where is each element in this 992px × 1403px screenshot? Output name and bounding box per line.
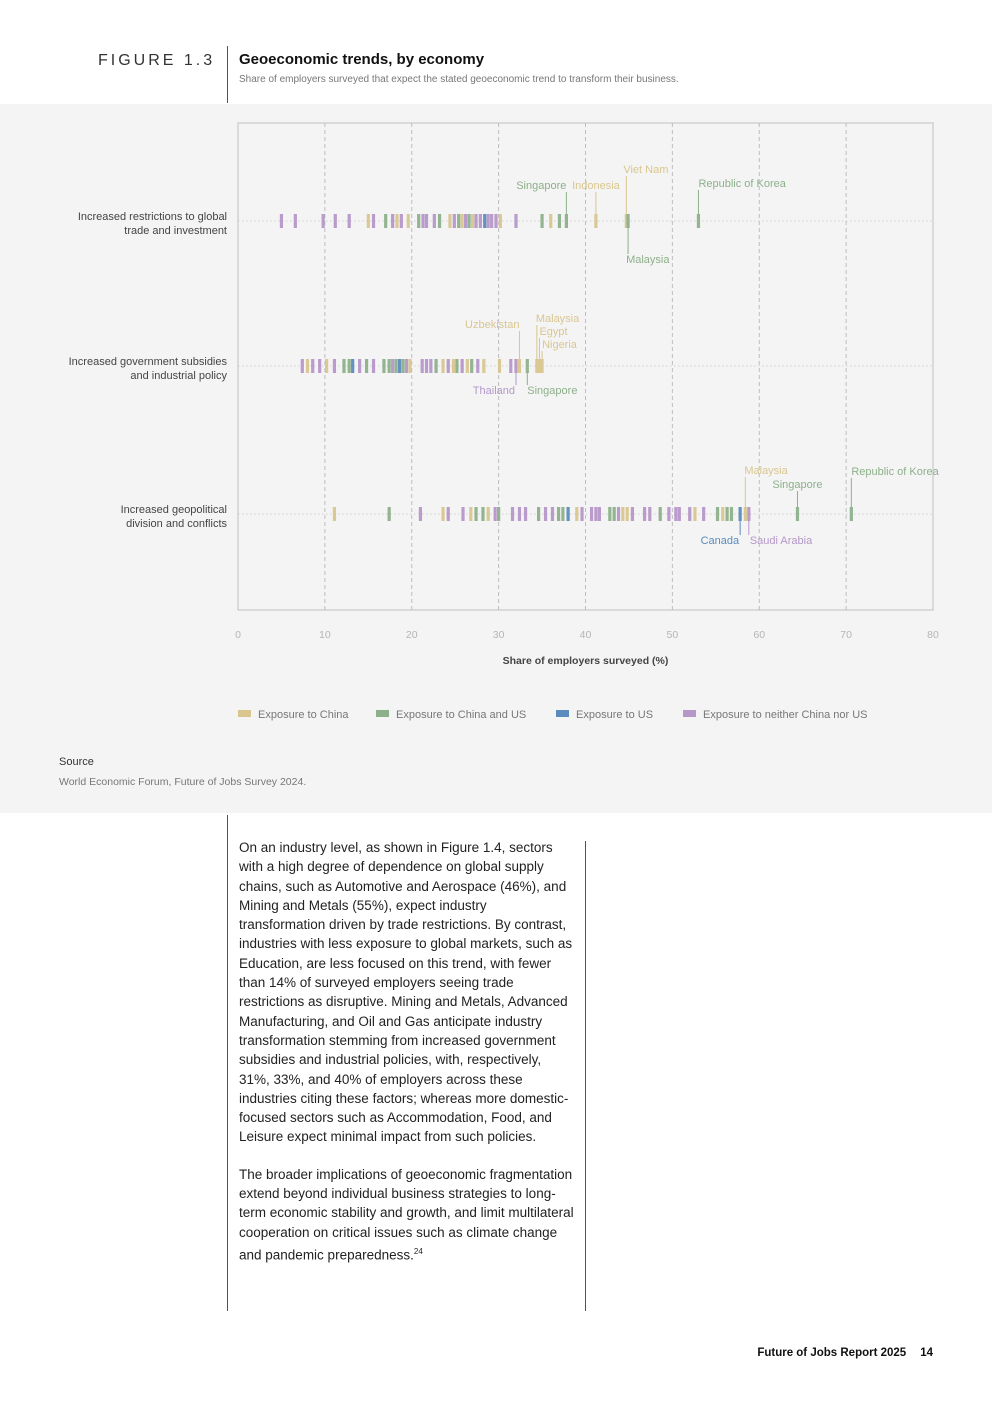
data-point xyxy=(457,214,460,228)
data-point xyxy=(494,507,497,521)
data-point xyxy=(558,214,561,228)
data-point xyxy=(490,214,493,228)
data-point xyxy=(419,507,422,521)
data-point xyxy=(674,507,677,521)
data-point xyxy=(747,507,750,521)
annotation-label: Malaysia xyxy=(535,313,580,325)
data-point xyxy=(479,214,482,228)
data-point xyxy=(388,359,391,373)
data-point xyxy=(540,214,543,228)
data-point xyxy=(474,214,477,228)
data-point xyxy=(391,359,394,373)
data-point xyxy=(395,214,398,228)
data-point xyxy=(551,507,554,521)
data-point xyxy=(448,214,451,228)
row-label: Increased government subsidies xyxy=(68,356,227,368)
data-point xyxy=(567,507,570,521)
data-point xyxy=(659,507,662,521)
data-point xyxy=(318,359,321,373)
data-point xyxy=(464,214,467,228)
annotation-label: Republic of Korea xyxy=(851,466,939,478)
data-point xyxy=(702,507,705,521)
data-point xyxy=(524,507,527,521)
data-point xyxy=(557,507,560,521)
legend-label: Exposure to China and US xyxy=(396,709,527,721)
annotation-label: Canada xyxy=(700,535,740,547)
x-tick-label: 0 xyxy=(235,629,241,641)
data-point xyxy=(643,507,646,521)
column-rule-right xyxy=(585,841,586,1311)
source-text: World Economic Forum, Future of Jobs Survey 2024. xyxy=(59,776,307,788)
data-point xyxy=(598,507,601,521)
data-point xyxy=(626,507,629,521)
data-point xyxy=(348,214,351,228)
data-point xyxy=(398,359,401,373)
row-label: Increased geopolitical xyxy=(120,504,227,516)
annotation-label: Republic of Korea xyxy=(698,178,786,190)
data-point xyxy=(678,507,681,521)
data-point xyxy=(461,507,464,521)
data-point xyxy=(549,214,552,228)
data-point xyxy=(466,359,469,373)
data-point xyxy=(730,507,733,521)
data-point xyxy=(391,214,394,228)
data-point xyxy=(405,359,408,373)
data-point xyxy=(280,214,283,228)
data-point xyxy=(471,214,474,228)
data-point xyxy=(365,359,368,373)
data-point xyxy=(407,214,410,228)
data-point xyxy=(467,214,470,228)
row-label: trade and investment xyxy=(124,225,227,237)
data-point xyxy=(721,507,724,521)
data-point xyxy=(487,214,490,228)
data-point xyxy=(425,214,428,228)
data-point xyxy=(401,359,404,373)
data-point xyxy=(301,359,304,373)
figure-title: Geoeconomic trends, by economy xyxy=(239,51,485,68)
annotation-label: Viet Nam xyxy=(623,164,669,176)
data-point xyxy=(455,359,458,373)
annotation-label: Singapore xyxy=(772,479,823,491)
data-point xyxy=(334,214,337,228)
data-point xyxy=(447,359,450,373)
data-point xyxy=(452,359,455,373)
legend-label: Exposure to neither China nor US xyxy=(703,709,868,721)
body-paragraph-2 xyxy=(239,1165,574,1265)
data-point xyxy=(667,507,670,521)
legend-swatch xyxy=(556,710,569,717)
data-point xyxy=(726,507,729,521)
data-point xyxy=(461,359,464,373)
data-point xyxy=(372,359,375,373)
annotation-label: Nigeria xyxy=(542,339,577,351)
data-point xyxy=(425,359,428,373)
data-point xyxy=(608,507,611,521)
data-point xyxy=(565,214,568,228)
data-point xyxy=(384,214,387,228)
data-point xyxy=(594,214,597,228)
data-point xyxy=(514,359,517,373)
annotation-label: Malaysia xyxy=(626,254,670,266)
x-tick-label: 60 xyxy=(753,629,766,641)
data-point xyxy=(476,359,479,373)
data-point xyxy=(441,507,444,521)
data-point xyxy=(498,359,501,373)
data-point xyxy=(388,507,391,521)
data-point xyxy=(499,214,502,228)
body-text xyxy=(239,838,574,1283)
data-point xyxy=(631,507,634,521)
data-point xyxy=(483,214,486,228)
body-paragraph-1: On an industry level, as shown in Figure 1.4, sectors with a high degree of dependence on global supply chains, such as Automotive and Aerospace (46%), and Mining and Metals (55%), expect industry transformation driven by trade restrictions. By contrast, industries with less exposure to global markets, such as Education, are less focused on this trend, with fewer than 14% of surveyed employers seeing trade restrictions as disruptive. Mining and Metals, Advanced Manufacturing, and Oil and Gas anticipate industry transformation stemming from increased government subsidies and industrial policies, with, respectively, 31%, 33%, and 40% of employers across these industries citing these factors; whereas more domestic-focused sectors such as Accommodation, Food, and Leisure expect minimal impact from such policies. xyxy=(239,840,573,1145)
data-point xyxy=(348,359,351,373)
data-point xyxy=(540,359,543,373)
data-point xyxy=(497,507,500,521)
x-tick-label: 10 xyxy=(319,629,331,641)
data-point xyxy=(367,214,370,228)
data-point xyxy=(333,359,336,373)
data-point xyxy=(648,507,651,521)
data-point xyxy=(395,359,398,373)
data-point xyxy=(561,507,564,521)
x-tick-label: 80 xyxy=(927,629,939,641)
legend-label: Exposure to China xyxy=(258,709,349,721)
row-label: division and conflicts xyxy=(126,518,227,530)
data-point xyxy=(580,507,583,521)
data-point xyxy=(311,359,314,373)
figure-panel xyxy=(0,104,992,813)
data-point xyxy=(518,359,521,373)
data-point xyxy=(469,507,472,521)
x-axis-title: Share of employers surveyed (%) xyxy=(502,655,669,667)
data-point xyxy=(474,507,477,521)
data-point xyxy=(481,507,484,521)
annotation-label: Singapore xyxy=(516,180,567,192)
x-tick-label: 30 xyxy=(492,629,505,641)
annotation-label: Egypt xyxy=(539,326,568,338)
data-point xyxy=(400,214,403,228)
data-point xyxy=(575,507,578,521)
dot-strip-chart xyxy=(0,104,992,744)
data-point xyxy=(342,359,345,373)
annotation-label: Uzbekistan xyxy=(465,319,520,331)
data-point xyxy=(382,359,385,373)
annotation-label: Indonesia xyxy=(572,180,620,192)
data-point xyxy=(796,507,799,521)
legend-swatch xyxy=(683,710,696,717)
data-point xyxy=(697,214,700,228)
data-point xyxy=(358,359,361,373)
data-point xyxy=(514,214,517,228)
data-point xyxy=(688,507,691,521)
data-point xyxy=(470,359,473,373)
column-rule-left xyxy=(227,815,228,1311)
data-point xyxy=(294,214,297,228)
data-point xyxy=(322,214,325,228)
data-point xyxy=(433,214,436,228)
legend-swatch xyxy=(238,710,251,717)
data-point xyxy=(441,359,444,373)
data-point xyxy=(438,214,441,228)
data-point xyxy=(594,507,597,521)
data-point xyxy=(421,214,424,228)
data-point xyxy=(693,507,696,521)
data-point xyxy=(429,359,432,373)
data-point xyxy=(518,507,521,521)
data-point xyxy=(453,214,456,228)
annotation-label: Malaysia xyxy=(744,465,788,477)
page-footer xyxy=(743,1347,933,1359)
data-point xyxy=(526,359,529,373)
x-tick-label: 40 xyxy=(579,629,592,641)
data-point xyxy=(537,507,540,521)
footnote-marker: 24 xyxy=(413,1246,423,1256)
data-point xyxy=(744,507,747,521)
data-point xyxy=(511,507,514,521)
data-point xyxy=(408,359,411,373)
data-point xyxy=(417,214,420,228)
source-label: Source xyxy=(59,756,94,768)
data-point xyxy=(626,214,629,228)
body-paragraph-2-text: The broader implications of geoeconomic fragmentation extend beyond individual business strategies to long-term economic stability and growth, and limit multilateral cooperation on critical issues such as climate change and pandemic preparedness. xyxy=(239,1166,574,1263)
row-label: Increased restrictions to global xyxy=(77,211,227,223)
data-point xyxy=(461,214,464,228)
data-point xyxy=(351,359,354,373)
data-point xyxy=(716,507,719,521)
figure-subtitle: Share of employers surveyed that expect the stated geoeconomic trend to transform their business. xyxy=(239,74,679,85)
data-point xyxy=(544,507,547,521)
data-point xyxy=(613,507,616,521)
figure-divider xyxy=(227,46,228,103)
data-point xyxy=(306,359,309,373)
data-point xyxy=(482,359,485,373)
data-point xyxy=(372,214,375,228)
x-tick-label: 70 xyxy=(840,629,852,641)
data-point xyxy=(739,507,742,521)
data-point xyxy=(621,507,624,521)
data-point xyxy=(447,507,450,521)
row-label: and industrial policy xyxy=(130,370,227,382)
data-point xyxy=(617,507,620,521)
data-point xyxy=(494,214,497,228)
annotation-label: Singapore xyxy=(527,385,578,397)
data-point xyxy=(333,507,336,521)
data-point xyxy=(590,507,593,521)
data-point xyxy=(421,359,424,373)
x-tick-label: 50 xyxy=(666,629,679,641)
x-tick-label: 20 xyxy=(405,629,418,641)
legend-label: Exposure to US xyxy=(576,709,654,721)
page-number: 14 xyxy=(920,1347,933,1359)
legend-swatch xyxy=(376,710,389,717)
annotation-label: Saudi Arabia xyxy=(749,535,813,547)
data-point xyxy=(850,507,853,521)
data-point xyxy=(487,507,490,521)
data-point xyxy=(509,359,512,373)
report-name: Future of Jobs Report 2025 xyxy=(757,1347,907,1359)
figure-label: FIGURE 1.3 xyxy=(98,52,216,69)
data-point xyxy=(325,359,328,373)
annotation-label: Thailand xyxy=(472,385,515,397)
data-point xyxy=(434,359,437,373)
